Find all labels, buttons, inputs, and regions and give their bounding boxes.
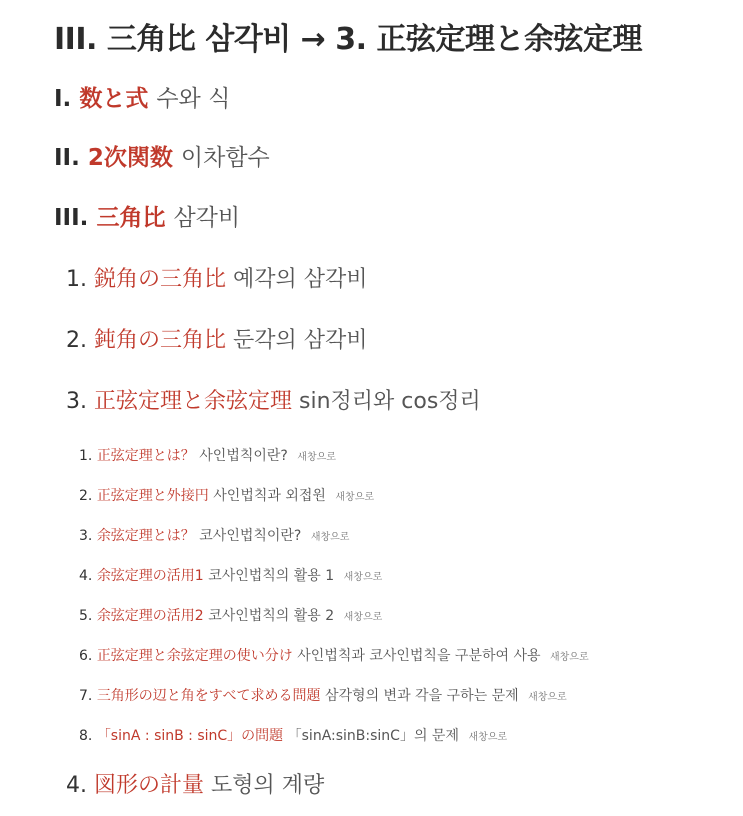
subsection-kr-label: 예각의 삼각비 [233,267,368,292]
item-jp-link[interactable]: 余弦定理の活用2 [96,608,204,624]
section-jp-link[interactable]: 数と式 [79,86,149,112]
subsection-number: 4. [66,773,87,798]
subsection-jp-link[interactable]: 正弦定理と余弦定理 [94,389,293,414]
list-item[interactable] [79,688,567,705]
item-number: 5. [79,608,93,624]
item-jp-link[interactable]: 三角形の辺と角をすべて求める問題 [96,688,321,704]
subsection-kr-label: sin정리와 cos정리 [299,389,481,414]
item-jp-link[interactable]: 余弦定理の活用1 [96,568,204,584]
new-window-link[interactable]: 새창으로 [335,492,375,503]
item-kr-label: 코사인법칙이란? [199,528,302,544]
subsection-jp-link[interactable]: 図形の計量 [94,773,205,798]
list-item[interactable] [79,608,382,625]
item-kr-label: 사인법칙이란? [199,448,288,464]
item-kr-label: 코사인법칙의 활용 2 [208,608,335,624]
subsection-number: 3. [66,389,87,414]
list-item[interactable] [79,488,374,505]
subsection-kr-label: 도형의 계량 [211,773,325,798]
section-jp-link[interactable]: 2次関数 [87,145,173,171]
section-number: III. [54,205,89,231]
item-number: 3. [79,528,93,544]
section-number: II. [54,145,80,171]
item-kr-label: 삼각형의 변과 각을 구하는 문제 [325,688,519,704]
subsection-1[interactable] [66,267,368,293]
subsection-jp-link[interactable]: 鈍角の三角比 [94,328,227,353]
section-1[interactable] [54,86,230,114]
subsection-2[interactable] [66,328,368,354]
item-number: 1. [79,448,93,464]
item-kr-label: 사인법칙과 코사인법칙을 구분하여 사용 [297,648,541,664]
new-window-link[interactable]: 새창으로 [310,532,350,543]
subsection-4[interactable] [66,773,324,799]
item-number: 8. [79,728,93,744]
section-kr-label: 이차함수 [180,145,270,171]
new-window-link[interactable]: 새창으로 [297,452,336,463]
subsection-number: 2. [66,328,87,353]
item-kr-label: 사인법칙과 외접원 [213,488,326,504]
item-jp-link[interactable]: 余弦定理とは？ [96,528,195,544]
list-item[interactable] [79,448,336,465]
new-window-link[interactable]: 새창으로 [528,692,567,703]
list-item[interactable] [79,648,589,665]
item-jp-link[interactable]: 「sinA : sinB : sinC」の問題 [96,728,284,744]
item-jp-link[interactable]: 正弦定理とは？ [96,448,195,464]
section-jp-link[interactable]: 三角比 [96,205,166,231]
new-window-link[interactable]: 새창으로 [343,572,383,583]
item-jp-link[interactable]: 正弦定理と余弦定理の使い分け [96,648,293,664]
item-kr-label: 코사인법칙의 활용 1 [208,568,335,584]
new-window-link[interactable]: 새창으로 [468,732,508,743]
list-item[interactable] [79,528,349,545]
item-number: 7. [79,688,93,704]
item-jp-link[interactable]: 正弦定理と外接円 [96,488,209,504]
section-2[interactable] [54,145,270,173]
subsection-number: 1. [66,267,87,292]
list-item[interactable] [79,568,382,585]
list-item[interactable] [79,728,507,745]
subsection-kr-label: 둔각의 삼각비 [233,328,368,353]
subsection-3[interactable] [66,389,481,415]
item-number: 2. [79,488,93,504]
subsection-jp-link[interactable]: 鋭角の三角比 [94,267,227,292]
new-window-link[interactable]: 새창으로 [343,612,383,623]
item-number: 6. [79,648,93,664]
section-number: I. [54,86,72,112]
item-kr-label: 「sinA:sinB:sinC」의 문제 [287,728,459,744]
section-kr-label: 삼각비 [173,205,241,231]
section-3[interactable] [54,205,240,233]
page-title: III. 三角比 삼각비 → 3. 正弦定理と余弦定理 [54,22,642,57]
new-window-link[interactable]: 새창으로 [549,652,589,663]
item-number: 4. [79,568,93,584]
section-kr-label: 수와 식 [156,86,231,112]
